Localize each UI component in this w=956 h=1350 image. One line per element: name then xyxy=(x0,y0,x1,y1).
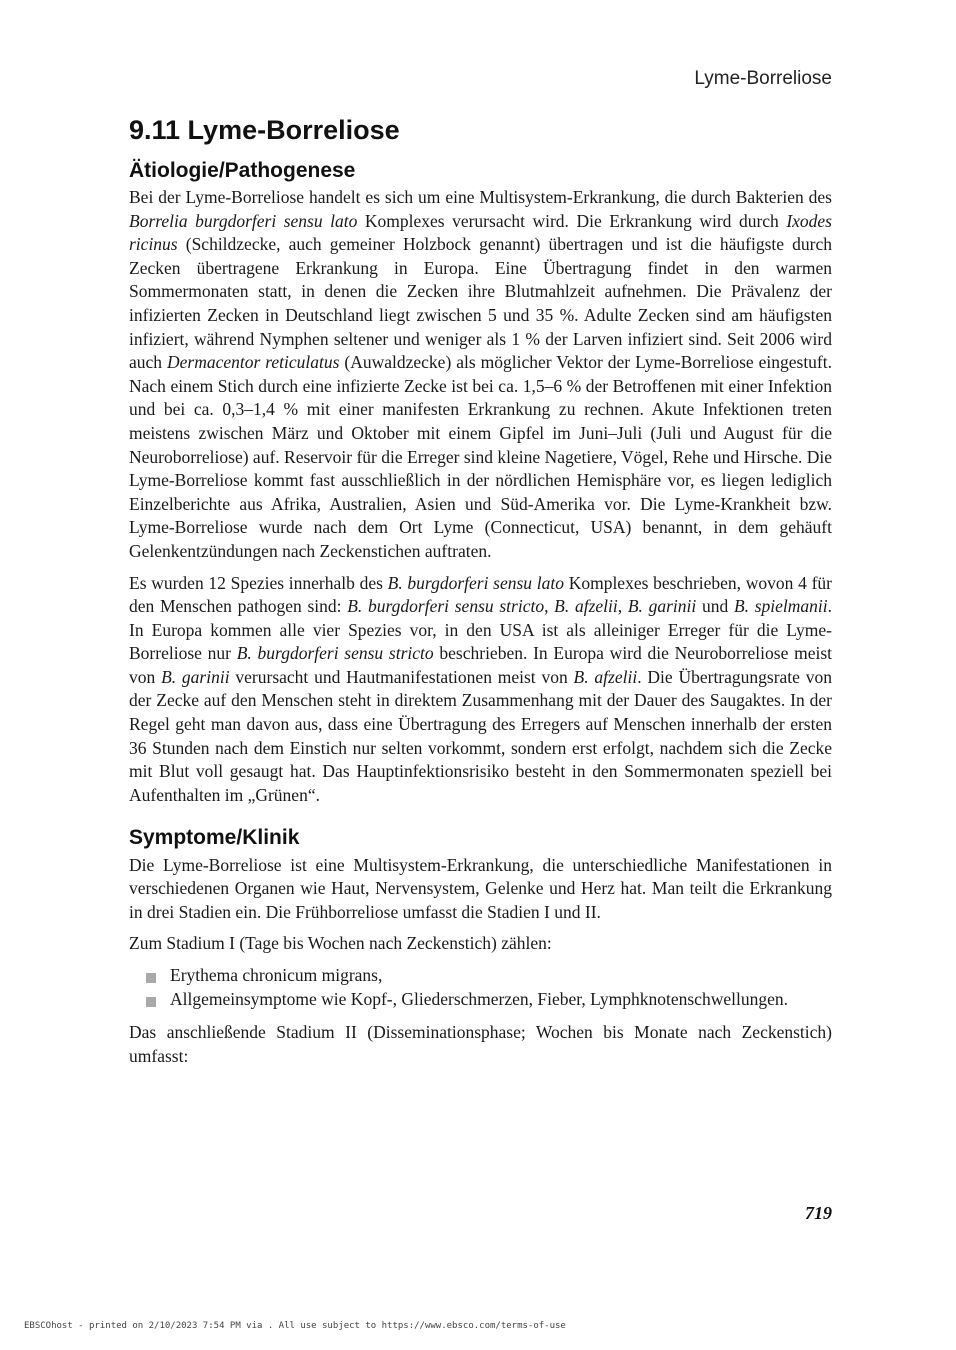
list-item-text: Erythema chronicum migrans, xyxy=(170,965,383,986)
paragraph: Die Lyme-Borreliose ist eine Multisystem-Erkrankung, die unterschiedliche Manifestationen in verschiedenen Organen wie Haut, Nervensystem, Gelenke und Herz hat. Man teilt die Erkrankung in drei Stadien ein. Die Frühborreliose umfasst die Stadien I und II. xyxy=(129,854,832,922)
italic-species-name: B. burgdorferi sensu lato xyxy=(387,572,564,593)
running-head: Lyme-Borreliose xyxy=(694,68,832,89)
italic-species-name: B. garinii xyxy=(627,596,697,617)
paragraph: Es wurden 12 Spezies innerhalb des B. burgdorferi sensu lato Komplexes beschrieben, wovon 4 für den Menschen pathogen sind: B. burgdorferi sensu stricto, B. afzelii, B. garinii und B. spielmanii. In Europa kommen alle vier Spezies vor, in den USA ist als alleiniger Erreger für die Lyme-Borreliose nur B. burgdorferi sensu stricto beschrieben. In Europa wird die Neuroborreliose meist von B. garinii verursacht und Hautmanifestationen meist von B. afzelii. Die Übertragungsrate von der Zecke auf den Menschen steht in direktem Zusammenhang mit der Dauer des Saugaktes. In der Regel geht man davon aus, dass eine Übertragung des Erregers auf Menschen innerhalb der ersten 36 Stunden nach dem Einstich nur selten vorkommt, sondern erst erfolgt, nachdem sich die Zecke mit Blut voll gesaugt hat. Das Hauptinfektionsrisiko besteht in den Sommermonaten speziell bei Aufenthalten im „Grünen“. xyxy=(129,572,833,805)
section-heading-aetiologie: Ätiologie/Pathogenese xyxy=(129,158,356,182)
square-bullet-icon xyxy=(146,973,156,983)
square-bullet-icon xyxy=(146,997,156,1007)
section-heading-symptome: Symptome/Klinik xyxy=(129,826,300,850)
page-number: 719 xyxy=(805,1203,832,1223)
italic-species-name: Borrelia burgdorferi sensu lato xyxy=(129,210,358,231)
list-item xyxy=(129,964,832,988)
paragraph: Zum Stadium I (Tage bis Wochen nach Zeckenstich) zählen: xyxy=(129,933,552,954)
list-item xyxy=(129,988,832,1012)
italic-species-name: B. burgdorferi sensu stricto xyxy=(236,643,434,664)
list-item-text: Allgemeinsymptome wie Kopf-, Gliederschmerzen, Fieber, Lymphknotenschwellungen. xyxy=(170,988,788,1009)
print-footer: EBSCOhost - printed on 2/10/2023 7:54 PM via . All use subject to https://www.ebsco.com/terms-of-use xyxy=(24,1321,566,1331)
symptom-list xyxy=(129,964,832,1011)
italic-species-name: B. garinii xyxy=(161,666,230,687)
italic-species-name: Dermacentor reticulatus xyxy=(166,352,340,373)
paragraph: Das anschließende Stadium II (Disseminationsphase; Wochen bis Monate nach Zeckenstich) umfasst: xyxy=(129,1022,832,1066)
italic-species-name: B. burgdorferi sensu stricto xyxy=(347,596,545,617)
italic-species-name: Ixodes ricinus xyxy=(129,210,832,255)
paragraph: Bei der Lyme-Borreliose handelt es sich um eine Multisystem-Erkrankung, die durch Bakterien des Borrelia burgdorferi sensu lato Komplexes verursacht wird. Die Erkrankung wird durch Ixodes ricinus (Schildzecke, auch gemeiner Holzbock genannt) übertragen und ist die häufigste durch Zecken übertragene Erkrankung in Europa. Eine Übertragung findet in den warmen Sommermonaten statt, in denen die Zecken ihre Blutmahlzeit aufnehmen. Die Prävalenz der infizierten Zecken in Deutschland liegt zwischen 5 und 35 %. Adulte Zecken sind am häufigsten infiziert, während Nymphen seltener und weniger als 1 % der Larven infiziert sind. Seit 2006 wird auch Dermacentor reticulatus (Auwaldzecke) als möglicher Vektor der Lyme-Borreliose eingestuft. Nach einem Stich durch eine infizierte Zecke ist bei ca. 1,5–6 % der Betroffenen mit einer Infektion und bei ca. 0,3–1,4 % mit einer manifesten Erkrankung zu rechnen. Akute Infektionen treten meistens zwischen März und Oktober mit einem Gipfel im Juni–Juli (Juli und August für die Neuroborreliose) auf. Reservoir für die Erreger sind kleine Nagetiere, Vögel, Rehe und Hirsche. Die Lyme-Borreliose kommt fast ausschließlich in der nördlichen Hemisphäre vor, es liegen lediglich Einzelberichte aus Afrika, Australien, Asien und Süd-Amerika vor. Die Lyme-Krankheit bzw. Lyme-Borreliose wurde nach dem Ort Lyme (Connecticut, USA) benannt, in dem gehäuft Gelenkentzündungen nach Zeckenstichen auftraten. xyxy=(129,187,832,561)
italic-species-name: B. afzelii xyxy=(573,666,638,687)
chapter-title: 9.11 Lyme-Borreliose xyxy=(129,115,400,145)
main-content xyxy=(129,114,832,1076)
italic-species-name: B. afzelii xyxy=(554,596,618,617)
italic-species-name: B. spielmanii xyxy=(733,596,828,617)
